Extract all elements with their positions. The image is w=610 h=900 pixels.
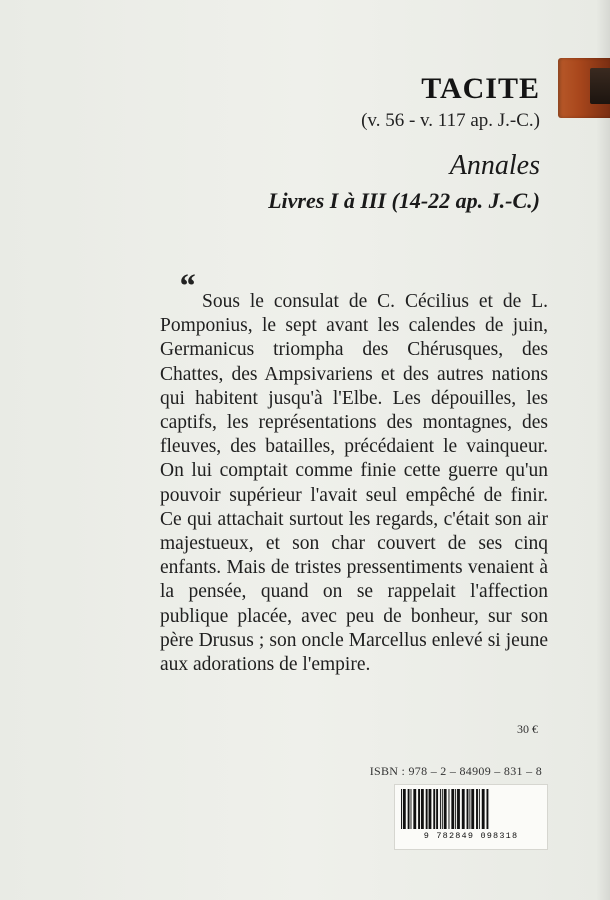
barcode-bar xyxy=(433,789,435,829)
barcode-bar xyxy=(451,789,454,829)
barcode-bar xyxy=(403,789,406,829)
barcode-bar xyxy=(449,789,450,829)
author-dates: (v. 56 - v. 117 ap. J.-C.) xyxy=(361,110,540,131)
barcode-bar xyxy=(442,789,443,829)
isbn-label: ISBN : 978 – 2 – 84909 – 831 – 8 xyxy=(369,764,542,778)
barcode-bar xyxy=(426,789,428,829)
barcode-bar xyxy=(467,789,469,829)
work-title: Annales xyxy=(449,150,540,181)
barcode-digits: 9 782849 098318 xyxy=(423,831,519,841)
open-quote-mark: “ xyxy=(178,268,195,305)
barcode-bar xyxy=(418,789,420,829)
spine-image-detail xyxy=(590,68,610,104)
spine-image-tab xyxy=(558,58,610,118)
barcode-bar xyxy=(411,789,412,829)
barcode-bar xyxy=(440,789,441,829)
barcode-bar xyxy=(436,789,438,829)
barcode-bar xyxy=(413,789,416,829)
excerpt-text: Sous le consulat de C. Cécilius et de L. Pomponius, le sept avant les calendes de juin, Germanicus triompha des Chérusques, des Chattes, des Ampsivariens et des autres nations qui habitent jusqu'à l'Elbe. Les dépouilles, les captifs, les représentations des montagnes, des fleuves, des batailles, précédaient le vainqueur. On lui comptait comme finie cette guerre qu'un pouvoir supérieur l'avait seul empêché de finir. Ce qui attachait surtout les regards, c'était son air majestueux, et son char couvert de ses cinq enfants. Mais de tristes pressentiments venaient à la pensée, quand on se rappelait l'affection publique placée, avec peu de bonheur, sur son père Drusus ; son oncle Marcellus enlevé si jeune aux adorations de l'empire. xyxy=(160,291,548,676)
barcode-bar xyxy=(469,789,470,829)
barcode-bar xyxy=(487,789,489,829)
title-block xyxy=(268,72,540,216)
barcode-bar xyxy=(408,789,410,829)
work-subtitle: Livres I à III (14-22 ap. J.-C.) xyxy=(268,188,540,213)
price-label: 30 € xyxy=(517,722,538,736)
barcode-bar xyxy=(479,789,480,829)
barcode-bar xyxy=(457,789,460,829)
barcode-bars xyxy=(399,789,543,831)
barcode-bar xyxy=(429,789,432,829)
barcode-bar xyxy=(482,789,485,829)
author-name: TACITE xyxy=(421,72,540,105)
barcode-bar xyxy=(421,789,424,829)
barcode-bar xyxy=(455,789,456,829)
barcode-bar xyxy=(462,789,465,829)
barcode-bar xyxy=(401,789,402,829)
barcode-bar xyxy=(444,789,447,829)
cover-edge-shadow xyxy=(596,0,610,900)
barcode xyxy=(394,784,548,850)
barcode-bar xyxy=(471,789,474,829)
barcode-bar xyxy=(476,789,478,829)
